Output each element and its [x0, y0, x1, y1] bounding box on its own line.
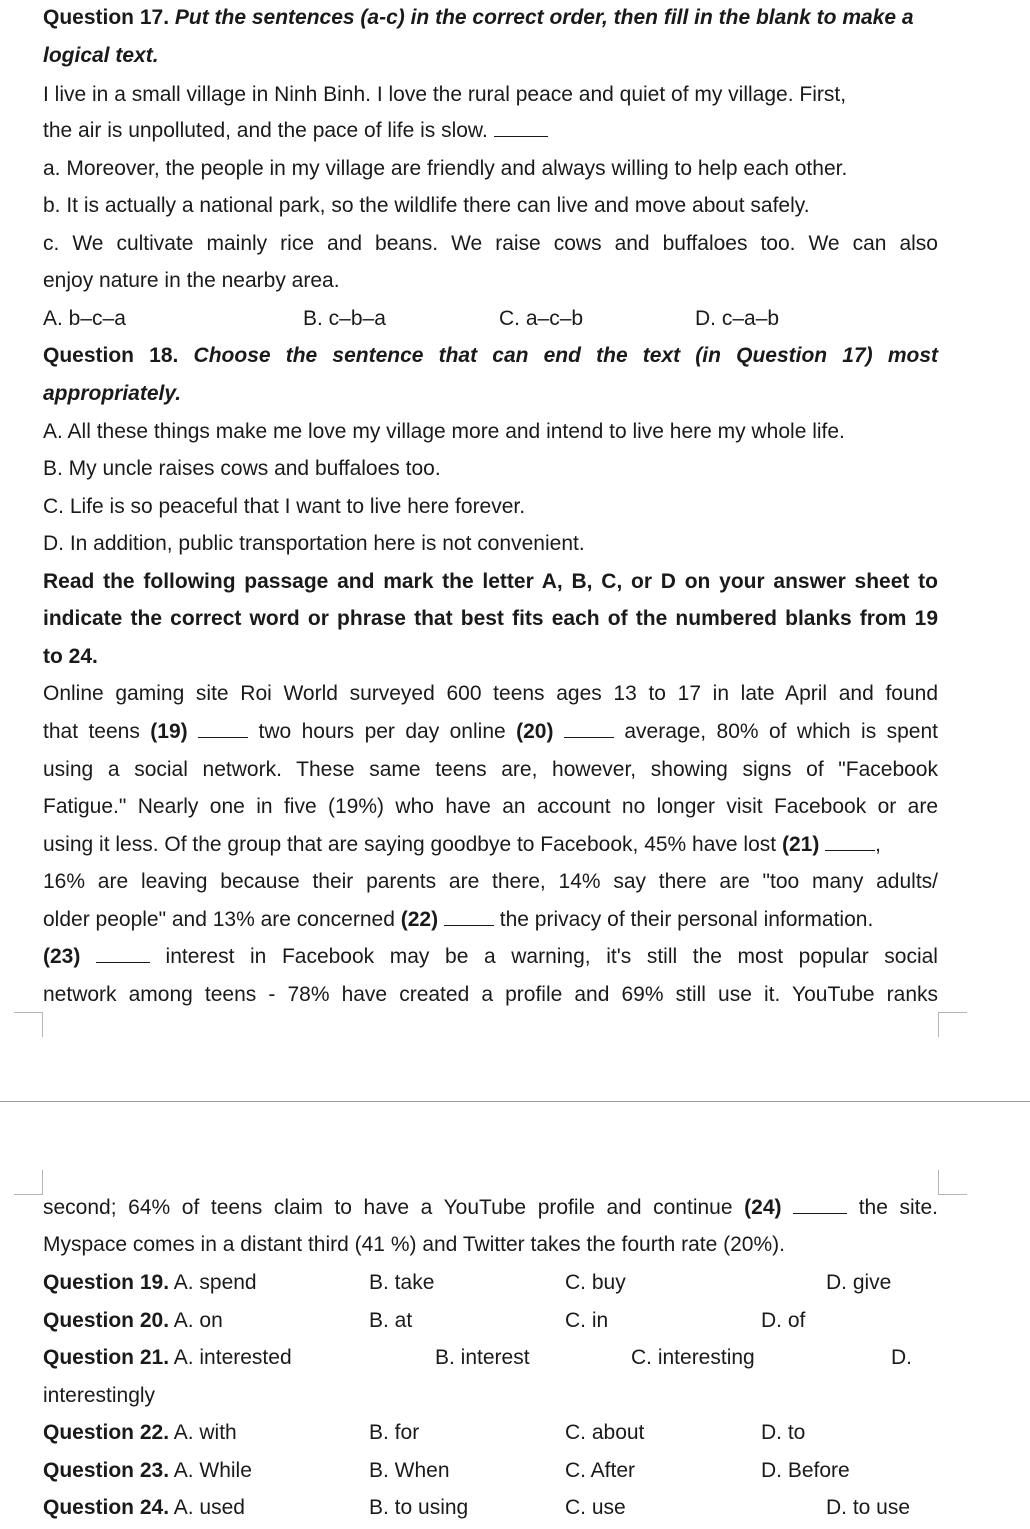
- passage-line7: [43, 907, 873, 933]
- directions-line1: Read the following passage and mark the letter A, B, C, or D on your answer sheet to: [43, 570, 938, 593]
- option-d: D. to: [761, 1421, 806, 1444]
- q18-instruction: Choose the sentence that can end the text (in Question 17) most: [193, 344, 938, 367]
- q17-blank: [494, 118, 548, 137]
- q18-heading: [43, 343, 938, 369]
- blank-20: [564, 719, 614, 738]
- q17-label: Question 17.: [43, 6, 170, 29]
- question-label: Question 22.: [43, 1421, 170, 1444]
- option-b: B. take: [369, 1271, 435, 1294]
- q17-sentence-b: b. It is actually a national park, so the wildlife there can live and move about safely.: [43, 194, 810, 217]
- passage-text: interest in Facebook may be a warning, it's still the most popular social: [165, 945, 938, 968]
- passage-text: second; 64% of teens claim to have a YouTube profile and continue: [43, 1196, 733, 1219]
- question-label: Question 24.: [43, 1496, 170, 1519]
- q17-instruction: Put the sentences (a-c) in the correct order, then fill in the blank to make a: [174, 6, 914, 29]
- passage-line2: [43, 719, 938, 745]
- page-corner-mark: [14, 1012, 43, 1037]
- q18-option-b: B. My uncle raises cows and buffaloes too.: [43, 457, 441, 480]
- blank-number-23: (23): [43, 945, 81, 968]
- question-label: Question 23.: [43, 1459, 170, 1482]
- q17-text-line2: [43, 118, 548, 144]
- question-label: Question 21.: [43, 1346, 170, 1369]
- q18-label: Question 18.: [43, 344, 179, 367]
- passage-text: two hours per day online: [258, 720, 506, 743]
- q17-option-c: C. a–c–b: [499, 307, 584, 330]
- blank-number-21: (21): [781, 833, 820, 856]
- page-corner-mark: [14, 1170, 43, 1195]
- option-a: A. spend: [173, 1271, 257, 1294]
- option-c: C. about: [565, 1421, 645, 1444]
- option-b: B. to using: [369, 1496, 469, 1519]
- blank-number-24: (24): [744, 1196, 782, 1219]
- directions-line2: indicate the correct word or phrase that best fits each of the numbered blanks from 19: [43, 607, 938, 630]
- passage-line3: using a social network. These same teens are, however, showing signs of "Facebook: [43, 758, 938, 781]
- q18-option-d: D. In addition, public transportation here is not convenient.: [43, 532, 585, 555]
- passage-text: ,: [875, 833, 882, 856]
- option-b: B. at: [369, 1309, 413, 1332]
- q18-option-a: A. All these things make me love my village more and intend to live here my whole life.: [43, 420, 845, 443]
- directions-line3: to 24.: [43, 645, 98, 668]
- q18-option-c: C. Life is so peaceful that I want to live here forever.: [43, 495, 526, 518]
- option-d: D. Before: [761, 1459, 850, 1482]
- option-d: D. of: [761, 1309, 806, 1332]
- passage-text: using it less. Of the group that are saying goodbye to Facebook, 45% have lost: [43, 833, 777, 856]
- option-a: A. While: [173, 1459, 252, 1482]
- option-a: A. used: [173, 1496, 245, 1519]
- option-a: A. on: [173, 1309, 223, 1332]
- option-c: C. interesting: [631, 1346, 755, 1369]
- passage-line6: 16% are leaving because their parents are there, 14% say there are "too many adults/: [43, 870, 938, 893]
- option-d: D.: [891, 1346, 912, 1369]
- passage-line11: Myspace comes in a distant third (41 %) and Twitter takes the fourth rate (20%).: [43, 1233, 785, 1256]
- page-corner-mark: [938, 1012, 967, 1037]
- q17-option-a: A. b–c–a: [43, 307, 126, 330]
- q17-heading: [43, 5, 914, 31]
- q17-option-d: D. c–a–b: [695, 307, 780, 330]
- option-c: C. buy: [565, 1271, 626, 1294]
- option-b: B. interest: [435, 1346, 530, 1369]
- q17-option-b: B. c–b–a: [303, 307, 386, 330]
- passage-line8: [43, 944, 938, 970]
- page-break-divider: [0, 1101, 1030, 1102]
- q17-sentence-a: a. Moreover, the people in my village are friendly and always willing to help each other.: [43, 157, 848, 180]
- passage-line5: [43, 832, 881, 858]
- option-c: C. After: [565, 1459, 636, 1482]
- blank-22: [444, 907, 494, 926]
- q17-text-line1: I live in a small village in Ninh Binh. I love the rural peace and quiet of my village. First,: [43, 83, 847, 106]
- q17-sentence-c-cont: enjoy nature in the nearby area.: [43, 269, 340, 292]
- blank-number-19: (19): [150, 720, 188, 743]
- question-label: Question 20.: [43, 1309, 170, 1332]
- blank-number-20: (20): [516, 720, 554, 743]
- blank-24: [793, 1195, 847, 1214]
- option-a: A. interested: [173, 1346, 292, 1369]
- passage-text: older people" and 13% are concerned: [43, 908, 395, 931]
- passage-text: the site.: [858, 1196, 939, 1219]
- blank-23: [96, 944, 150, 963]
- passage-text: the privacy of their personal information.: [499, 908, 874, 931]
- passage-line4: Fatigue." Nearly one in five (19%) who have an account no longer visit Facebook or are: [43, 795, 938, 818]
- question-label: Question 19.: [43, 1271, 170, 1294]
- option-b: B. When: [369, 1459, 450, 1482]
- q18-instruction-cont: appropriately.: [43, 382, 182, 405]
- blank-21: [825, 832, 875, 851]
- blank-number-22: (22): [400, 908, 439, 931]
- q17-text: the air is unpolluted, and the pace of life is slow.: [43, 119, 488, 142]
- passage-line1: Online gaming site Roi World surveyed 600 teens ages 13 to 17 in late April and found: [43, 682, 938, 705]
- option-c: C. in: [565, 1309, 609, 1332]
- passage-line10: [43, 1195, 938, 1221]
- passage-text: average, 80% of which is spent: [624, 720, 938, 743]
- passage-line9: network among teens - 78% have created a profile and 69% still use it. YouTube ranks: [43, 983, 938, 1006]
- option-d: D. give: [826, 1271, 892, 1294]
- option-d-cont: interestingly: [43, 1384, 156, 1407]
- option-a: A. with: [173, 1421, 237, 1444]
- option-b: B. for: [369, 1421, 420, 1444]
- passage-text: that teens: [43, 720, 140, 743]
- page-corner-mark: [938, 1170, 967, 1195]
- q17-sentence-c: c. We cultivate mainly rice and beans. We raise cows and buffaloes too. We can also: [43, 232, 938, 255]
- option-c: C. use: [565, 1496, 626, 1519]
- blank-19: [198, 719, 248, 738]
- q17-instruction-cont: logical text.: [43, 44, 159, 67]
- option-d: D. to use: [826, 1496, 911, 1519]
